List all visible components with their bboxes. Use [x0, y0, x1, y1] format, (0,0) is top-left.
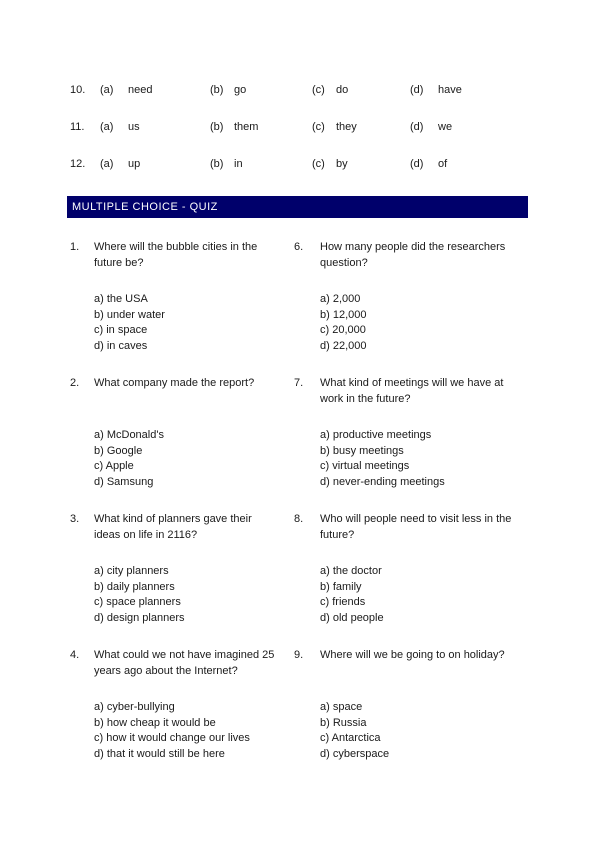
option-b: in	[234, 158, 243, 170]
answer-option: d) Samsung	[94, 475, 154, 488]
option-label-a: (a)	[100, 121, 114, 133]
answer-option: d) that it would still be here	[94, 747, 225, 760]
answer-option: c) Antarctica	[320, 732, 381, 744]
option-label-b: (b)	[210, 158, 224, 170]
question-text: What kind of meetings will we have at work in the future?	[320, 377, 504, 405]
answer-option: c) friends	[320, 596, 366, 608]
question-number: 7.	[294, 377, 304, 389]
answer-option: b) family	[320, 580, 362, 593]
answer-option: b) 12,000	[320, 308, 367, 321]
question-number: 4.	[70, 649, 80, 661]
question-number: 1.	[70, 241, 80, 253]
answer-options	[94, 428, 294, 490]
grammar-item	[70, 158, 530, 174]
answer-option: c) how it would change our lives	[94, 732, 250, 744]
option-label-c: (c)	[312, 121, 325, 133]
question-text: Who will people need to visit less in the future?	[320, 513, 512, 541]
answer-option: a) the USA	[94, 293, 148, 305]
answer-option: a) the doctor	[320, 565, 382, 577]
answer-options	[320, 292, 520, 354]
option-b: go	[234, 84, 247, 96]
question-number: 2.	[70, 377, 80, 389]
section-banner: MULTIPLE CHOICE - QUIZ	[67, 196, 528, 218]
question-text: What kind of planners gave their ideas on life in 2116?	[94, 513, 252, 541]
option-a: us	[128, 121, 140, 133]
answer-option: b) under water	[94, 308, 165, 321]
grammar-item	[70, 84, 530, 100]
answer-option: b) Google	[94, 444, 143, 457]
option-label-d: (d)	[410, 84, 424, 96]
option-label-c: (c)	[312, 84, 325, 96]
question-text: Where will we be going to on holiday?	[320, 649, 505, 661]
question-text: Where will the bubble cities in the future be?	[94, 241, 258, 269]
option-label-a: (a)	[100, 84, 114, 96]
answer-option: c) Apple	[94, 460, 134, 472]
answer-option: b) busy meetings	[320, 444, 404, 457]
question-text: How many people did the researchers question?	[320, 241, 506, 269]
grammar-item	[70, 121, 530, 137]
option-label-c: (c)	[312, 158, 325, 170]
question-number: 9.	[294, 649, 304, 661]
answer-option: b) Russia	[320, 716, 367, 729]
answer-option: a) productive meetings	[320, 429, 432, 441]
option-d: have	[438, 84, 462, 96]
answer-option: a) 2,000	[320, 293, 361, 305]
answer-option: a) cyber-bullying	[94, 701, 175, 713]
answer-option: a) McDonald's	[94, 429, 164, 441]
answer-option: c) virtual meetings	[320, 460, 410, 472]
answer-option: d) old people	[320, 611, 384, 624]
option-a: need	[128, 84, 153, 96]
answer-option: b) daily planners	[94, 580, 175, 593]
answer-option: d) cyberspace	[320, 747, 390, 760]
answer-options	[94, 292, 294, 354]
answer-options	[320, 564, 520, 626]
question-number: 3.	[70, 513, 80, 525]
question-text: What could we not have imagined 25 years ago about the Internet?	[94, 649, 275, 677]
option-c: do	[336, 84, 349, 96]
answer-options	[94, 564, 294, 626]
option-c: by	[336, 158, 348, 170]
answer-option: d) never-ending meetings	[320, 475, 445, 488]
answer-options	[320, 700, 520, 762]
question-text: What company made the report?	[94, 377, 255, 389]
answer-option: a) city planners	[94, 565, 169, 577]
option-label-d: (d)	[410, 158, 424, 170]
item-number: 12.	[70, 158, 86, 170]
answer-options	[94, 700, 294, 762]
option-label-b: (b)	[210, 84, 224, 96]
option-c: they	[336, 121, 357, 133]
option-label-a: (a)	[100, 158, 114, 170]
option-b: them	[234, 121, 259, 133]
option-label-b: (b)	[210, 121, 224, 133]
question-number: 6.	[294, 241, 304, 253]
question-number: 8.	[294, 513, 304, 525]
option-a: up	[128, 158, 141, 170]
option-d: of	[438, 158, 448, 170]
answer-option: c) space planners	[94, 596, 181, 608]
answer-option: d) design planners	[94, 611, 185, 624]
answer-option: d) 22,000	[320, 339, 367, 352]
answer-option: c) in space	[94, 324, 148, 336]
answer-option: a) space	[320, 701, 363, 713]
item-number: 11.	[70, 121, 85, 133]
item-number: 10.	[70, 84, 86, 96]
answer-option: c) 20,000	[320, 324, 366, 336]
option-d: we	[438, 121, 453, 133]
answer-option: d) in caves	[94, 339, 148, 352]
option-label-d: (d)	[410, 121, 424, 133]
answer-options	[320, 428, 520, 490]
answer-option: b) how cheap it would be	[94, 716, 216, 729]
